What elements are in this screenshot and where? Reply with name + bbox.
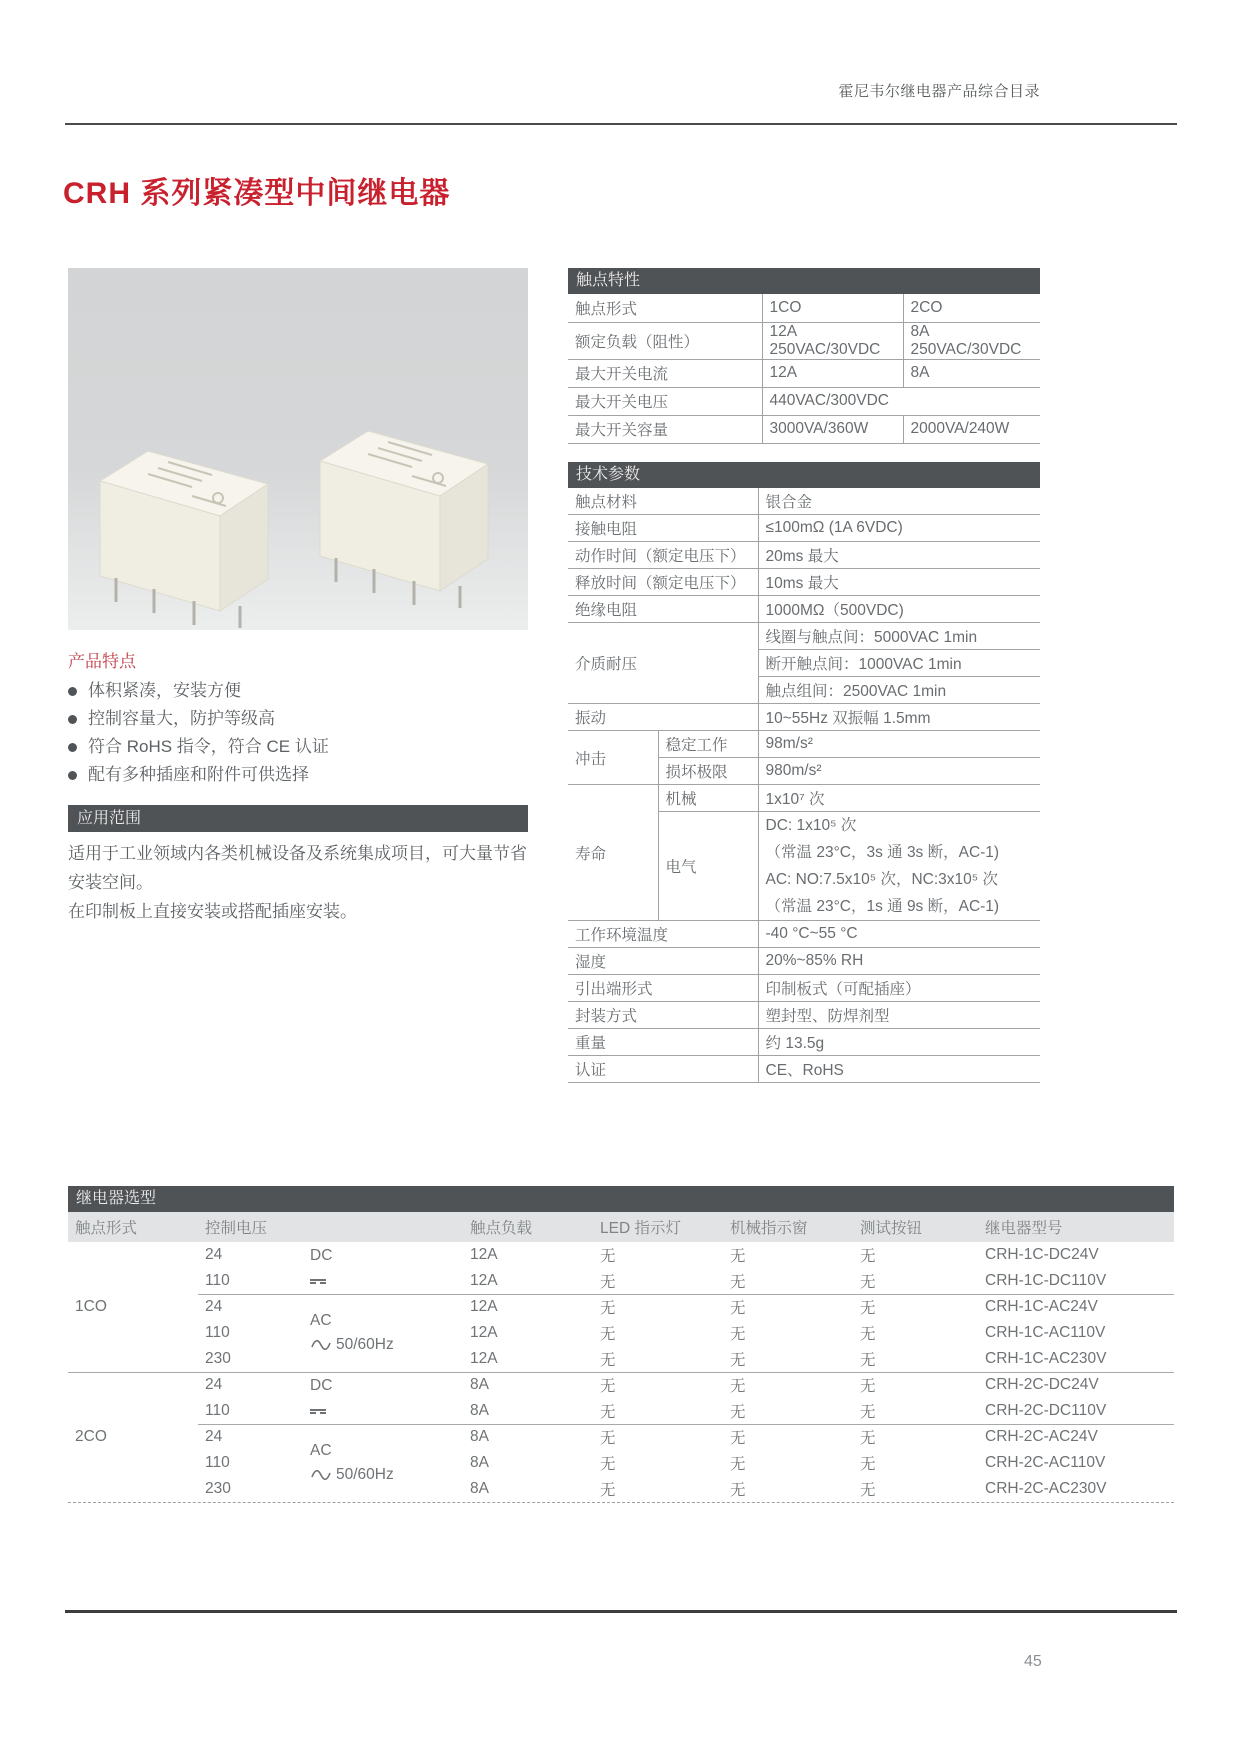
table-row: [68, 1320, 1174, 1346]
model-cell: CRH-2C-AC110V: [985, 1454, 1106, 1471]
contact-characteristics-table: [568, 294, 1040, 444]
bottom-rule: [65, 1610, 1177, 1613]
bullet-icon: [68, 743, 77, 752]
spec-value: 440VAC/300VDC: [762, 387, 1040, 415]
table-row: [568, 515, 1040, 542]
model-cell: CRH-1C-AC230V: [985, 1349, 1107, 1367]
spec-value: 线圈与触点间：5000VAC 1min: [758, 623, 1040, 650]
spec-value: 10ms 最大: [758, 569, 1040, 596]
led-cell: 无: [600, 1456, 616, 1473]
features-title: 产品特点: [68, 652, 136, 671]
window-cell: 无: [723, 1424, 853, 1450]
tech-table-title-bar: 技术参数: [568, 462, 1040, 488]
voltage-cell: 24: [205, 1246, 223, 1263]
dc-symbol-icon: [310, 1409, 326, 1414]
relay-right: [320, 431, 488, 608]
table-row: [568, 731, 1040, 758]
features-list: [68, 682, 528, 784]
spec-value: 20ms 最大: [758, 542, 1040, 569]
voltage-cell: 24: [198, 1294, 303, 1320]
button-cell: 无: [860, 1273, 876, 1291]
load-cell: 12A: [470, 1246, 498, 1263]
spec-label: 封装方式: [568, 1002, 758, 1029]
table-row: [568, 704, 1040, 731]
button-cell: 无: [860, 1351, 876, 1369]
button-cell: 无: [860, 1482, 876, 1499]
spec-value: -40 °C~55 °C: [758, 921, 1040, 948]
relay-selection-section: [68, 1186, 1174, 1503]
load-cell: 8A: [463, 1424, 593, 1450]
button-cell: 无: [860, 1248, 876, 1265]
spec-sublabel: 稳定工作: [658, 731, 758, 758]
table-row: [568, 294, 1040, 322]
feature-text: 控制容量大，防护等级高: [88, 709, 275, 728]
spec-value: 印制板式（可配插座）: [758, 975, 1040, 1002]
relay-left: [100, 451, 268, 628]
selection-table-bottom-rule: [68, 1502, 1174, 1503]
window-cell: 无: [723, 1294, 853, 1320]
right-column: [568, 268, 1040, 1083]
table-row: [568, 596, 1040, 623]
feature-text: 体积紧凑，安装方便: [88, 681, 241, 700]
voltage-cell: 230: [205, 1349, 231, 1367]
voltage-cell: 110: [205, 1454, 230, 1471]
ac-sine-icon: [310, 1469, 332, 1481]
column-header: 触点负载: [463, 1212, 593, 1242]
spec-label: 动作时间（额定电压下）: [568, 542, 758, 569]
spec-label: 最大开关容量: [568, 415, 762, 443]
table-row: [68, 1476, 1174, 1502]
led-cell: 无: [593, 1372, 723, 1398]
model-cell: CRH-1C-AC110V: [985, 1324, 1106, 1341]
spec-value: 10~55Hz 双振幅 1.5mm: [758, 704, 1040, 731]
voltage-type-cell: [303, 1372, 463, 1424]
ac-frequency: 50/60Hz: [336, 1336, 394, 1353]
model-cell: CRH-2C-AC24V: [978, 1424, 1174, 1450]
table-row: [68, 1450, 1174, 1476]
table-row: [68, 1346, 1174, 1372]
feature-item: [68, 710, 528, 728]
table-row: [568, 785, 1040, 812]
led-cell: 无: [600, 1326, 616, 1343]
feature-item: [68, 738, 528, 756]
spec-label: 振动: [568, 704, 758, 731]
bullet-icon: [68, 771, 77, 780]
spec-label: 认证: [568, 1056, 758, 1083]
led-cell: 无: [593, 1294, 723, 1320]
model-cell: CRH-2C-DC110V: [985, 1401, 1107, 1419]
table-row: [568, 948, 1040, 975]
table-row: [568, 921, 1040, 948]
top-rule: [65, 123, 1177, 125]
table-row: [68, 1398, 1174, 1424]
table-row: [568, 1002, 1040, 1029]
model-cell: CRH-1C-AC24V: [978, 1294, 1174, 1320]
spec-value: [758, 812, 1040, 921]
voltage-cell: 24: [198, 1424, 303, 1450]
dc-label: DC: [310, 1246, 333, 1264]
ac-sine-icon: [310, 1339, 332, 1351]
contact-table-title-bar: 触点特性: [568, 268, 1040, 294]
table-row: [68, 1294, 1174, 1320]
product-photo: [68, 268, 528, 630]
spec-value: 12A: [762, 359, 903, 387]
voltage-type-cell: [303, 1294, 463, 1372]
table-row: [568, 322, 1040, 359]
spec-label: 释放时间（额定电压下）: [568, 569, 758, 596]
spec-value: 断开触点间：1000VAC 1min: [758, 650, 1040, 677]
button-cell: 无: [860, 1456, 876, 1473]
voltage-cell: 110: [205, 1324, 230, 1341]
application-line: 在印制板上直接安装或搭配插座安装。: [68, 902, 357, 921]
spec-value: 98m/s²: [758, 731, 1040, 758]
spec-value: 1CO: [762, 294, 903, 322]
voltage-cell: 230: [205, 1480, 231, 1497]
life-electrical-line: AC: NO:7.5x10⁵ 次，NC:3x10⁵ 次: [765, 871, 999, 888]
table-row: [568, 488, 1040, 515]
spec-label: 触点形式: [568, 294, 762, 322]
table-row: [68, 1242, 1174, 1268]
selection-table-title-bar: 继电器选型: [68, 1186, 1174, 1212]
led-cell: 无: [593, 1424, 723, 1450]
relay-illustration: [68, 268, 528, 630]
bullet-icon: [68, 715, 77, 724]
button-cell: 无: [860, 1326, 876, 1343]
window-cell: 无: [730, 1351, 746, 1369]
table-row: [568, 415, 1040, 443]
spec-label: 湿度: [568, 948, 758, 975]
spec-label: 绝缘电阻: [568, 596, 758, 623]
window-cell: 无: [730, 1403, 746, 1421]
led-cell: 无: [600, 1273, 616, 1291]
spec-value: 触点组间：2500VAC 1min: [758, 677, 1040, 704]
table-row: [568, 1056, 1040, 1083]
load-cell: 8A: [470, 1401, 489, 1419]
led-cell: 无: [600, 1403, 616, 1421]
spec-label: 冲击: [568, 731, 658, 785]
life-electrical-line: （常温 23°C，1s 通 9s 断，AC-1): [765, 898, 1000, 915]
model-cell: CRH-1C-DC24V: [985, 1246, 1099, 1263]
column-header: LED 指示灯: [593, 1212, 723, 1242]
voltage-cell: 24: [198, 1372, 303, 1398]
dc-label: DC: [310, 1377, 333, 1394]
spec-label: 引出端形式: [568, 975, 758, 1002]
application-section-bar: 应用范围: [68, 805, 528, 832]
spec-label: 重量: [568, 1029, 758, 1056]
spec-label: 最大开关电流: [568, 359, 762, 387]
load-cell: 12A: [470, 1324, 498, 1341]
feature-text: 符合 RoHS 指令，符合 CE 认证: [88, 737, 329, 756]
spec-sublabel: 损坏极限: [658, 758, 758, 785]
button-cell: 无: [860, 1403, 876, 1421]
ac-label: AC: [310, 1312, 332, 1329]
spec-label: 工作环境温度: [568, 921, 758, 948]
spec-value: 2CO: [903, 294, 1040, 322]
window-cell: 无: [730, 1482, 746, 1499]
load-cell: 8A: [470, 1480, 489, 1497]
model-cell: CRH-1C-DC110V: [985, 1271, 1107, 1289]
spec-value: 8A 250VAC/30VDC: [903, 322, 1040, 359]
spec-value: 约 13.5g: [758, 1029, 1040, 1056]
spec-value: 12A 250VAC/30VDC: [762, 322, 903, 359]
column-header: 机械指示窗: [723, 1212, 853, 1242]
life-electrical-line: DC: 1x10⁵ 次: [765, 817, 857, 834]
spec-value: 塑封型、防焊剂型: [758, 1002, 1040, 1029]
spec-sublabel: 电气: [658, 812, 758, 921]
button-cell: 无: [853, 1424, 978, 1450]
table-row: [568, 1029, 1040, 1056]
left-column: [68, 268, 528, 926]
application-line: 适用于工业领域内各类机械设备及系统集成项目，可大量节省安装空间。: [68, 844, 527, 892]
technical-parameters-table: [568, 488, 1040, 1084]
page-number: 45: [1024, 1653, 1042, 1670]
voltage-cell: 110: [205, 1401, 230, 1419]
window-cell: 无: [730, 1248, 746, 1265]
window-cell: 无: [730, 1273, 746, 1291]
spec-value: 3000VA/360W: [762, 415, 903, 443]
table-row: [68, 1424, 1174, 1450]
dc-symbol-icon: [310, 1279, 326, 1284]
led-cell: 无: [600, 1351, 616, 1369]
voltage-cell: 110: [205, 1271, 230, 1289]
load-cell: 8A: [463, 1372, 593, 1398]
column-header: 测试按钮: [853, 1212, 978, 1242]
spec-label: 寿命: [568, 785, 658, 921]
bullet-icon: [68, 687, 77, 696]
load-cell: 12A: [470, 1271, 498, 1289]
table-row: [68, 1372, 1174, 1398]
spec-label: 最大开关电压: [568, 387, 762, 415]
load-cell: 12A: [470, 1349, 498, 1367]
feature-item: [68, 682, 528, 700]
feature-text: 配有多种插座和附件可供选择: [88, 765, 309, 784]
spec-value: 20%~85% RH: [758, 948, 1040, 975]
model-cell: CRH-2C-DC24V: [978, 1372, 1174, 1398]
table-row: [568, 569, 1040, 596]
table-row: [568, 623, 1040, 650]
button-cell: 无: [853, 1294, 978, 1320]
feature-item: [68, 766, 528, 784]
model-cell: CRH-2C-AC230V: [985, 1480, 1107, 1497]
window-cell: 无: [730, 1326, 746, 1343]
column-header: 触点形式: [68, 1212, 198, 1242]
table-row: [568, 387, 1040, 415]
contact-form-cell: 2CO: [68, 1372, 198, 1502]
table-row: [568, 542, 1040, 569]
load-cell: 12A: [463, 1294, 593, 1320]
contact-form-cell: 1CO: [75, 1297, 107, 1315]
spec-value: 980m/s²: [758, 758, 1040, 785]
led-cell: 无: [600, 1482, 616, 1499]
spec-value: 2000VA/240W: [903, 415, 1040, 443]
led-cell: 无: [600, 1248, 616, 1265]
load-cell: 8A: [470, 1454, 489, 1471]
spec-sublabel: 机械: [658, 785, 758, 812]
spec-value: 1000MΩ（500VDC): [758, 596, 1040, 623]
ac-frequency: 50/60Hz: [336, 1466, 394, 1484]
spec-label: 触点材料: [568, 488, 758, 515]
column-header: 控制电压: [198, 1212, 463, 1242]
spec-value: 1x10⁷ 次: [758, 785, 1040, 812]
table-row: [68, 1268, 1174, 1294]
spec-value: CE、RoHS: [758, 1056, 1040, 1083]
catalog-header: 霍尼韦尔继电器产品综合目录: [838, 83, 1040, 100]
spec-value: ≤100mΩ (1A 6VDC): [758, 515, 1040, 542]
button-cell: 无: [853, 1372, 978, 1398]
page-title: CRH 系列紧凑型中间继电器: [63, 177, 451, 210]
life-electrical-line: （常温 23°C，3s 通 3s 断，AC-1): [765, 844, 1000, 861]
ac-label: AC: [310, 1442, 332, 1460]
relay-selection-table: [68, 1212, 1174, 1502]
spec-label: 接触电阻: [568, 515, 758, 542]
selection-header-row: [68, 1212, 1174, 1242]
window-cell: 无: [730, 1456, 746, 1473]
voltage-type-cell: [303, 1242, 463, 1294]
table-row: [568, 359, 1040, 387]
voltage-type-cell: [303, 1424, 463, 1502]
window-cell: 无: [723, 1372, 853, 1398]
table-row: [568, 975, 1040, 1002]
spec-label: 介质耐压: [568, 623, 758, 704]
column-header: 继电器型号: [978, 1212, 1174, 1242]
spec-value: 银合金: [758, 488, 1040, 515]
application-text: [68, 839, 528, 926]
spec-label: 额定负载（阻性）: [568, 322, 762, 359]
spec-value: 8A: [903, 359, 1040, 387]
